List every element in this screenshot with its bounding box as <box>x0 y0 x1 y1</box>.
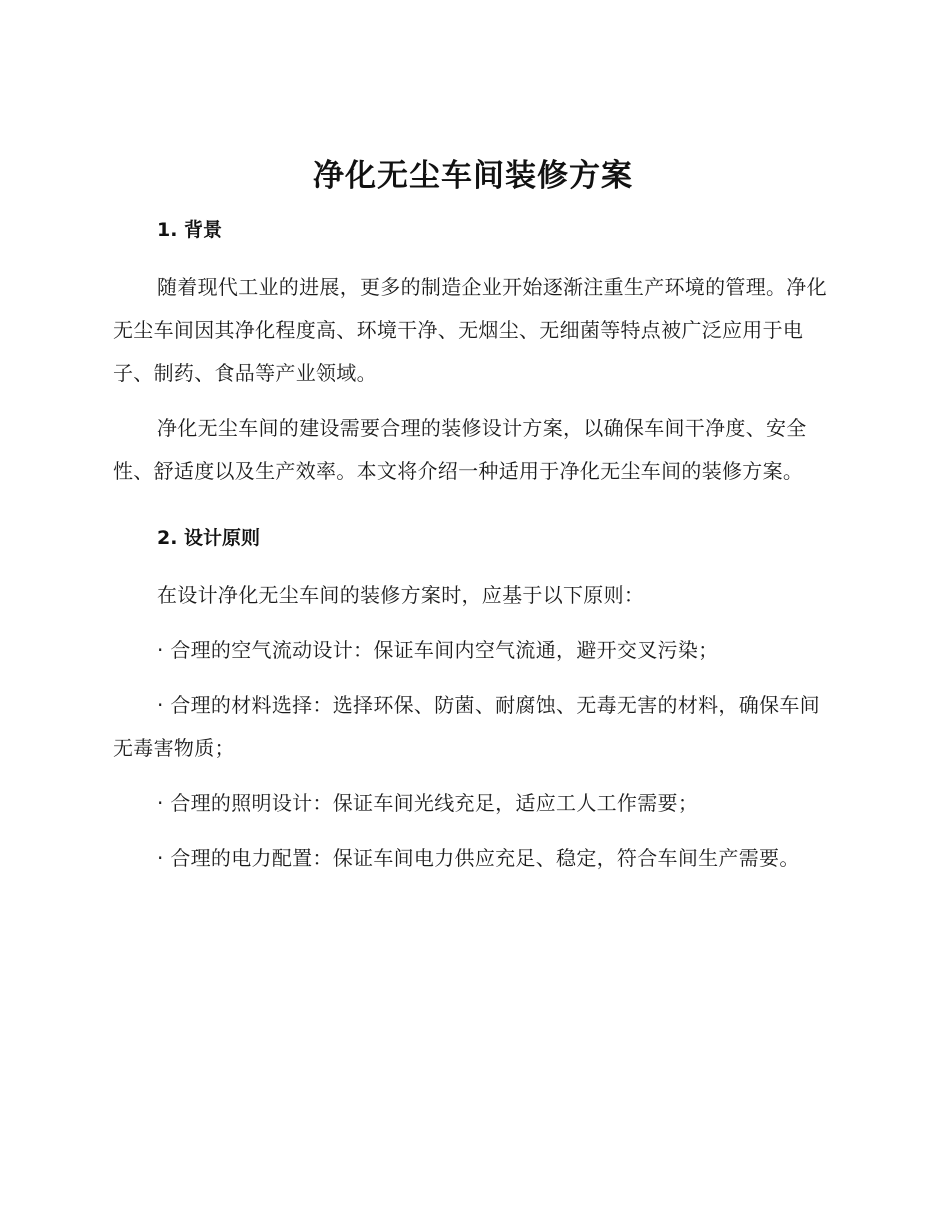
document-body <box>113 150 833 880</box>
paragraph: 净化无尘车间的建设需要合理的装修设计方案，以确保车间干净度、安全性、舒适度以及生产效率。本文将介绍一种适用于净化无尘车间的装修方案。 <box>113 416 807 483</box>
list-item: · 合理的电力配置：保证车间电力供应充足、稳定，符合车间生产需要。 <box>157 846 800 870</box>
list-item: · 合理的照明设计：保证车间光线充足，适应工人工作需要； <box>157 791 699 815</box>
list-item: · 合理的材料选择：选择环保、防菌、耐腐蚀、无毒无害的材料，确保车间无毒害物质； <box>113 693 820 760</box>
section-background <box>113 215 833 493</box>
document-title: 净化无尘车间装修方案 <box>313 158 633 194</box>
section-heading: 1. 背景 <box>157 219 223 241</box>
section-heading: 2. 设计原则 <box>157 527 261 549</box>
section-design-principles <box>113 523 833 880</box>
list-item: · 合理的空气流动设计：保证车间内空气流通，避开交叉污染； <box>157 638 719 662</box>
paragraph: 在设计净化无尘车间的装修方案时，应基于以下原则： <box>157 583 645 607</box>
paragraph: 随着现代工业的进展，更多的制造企业开始逐渐注重生产环境的管理。净化无尘车间因其净化程度高、环境干净、无烟尘、无细菌等特点被广泛应用于电子、制药、食品等产业领域。 <box>113 275 827 385</box>
